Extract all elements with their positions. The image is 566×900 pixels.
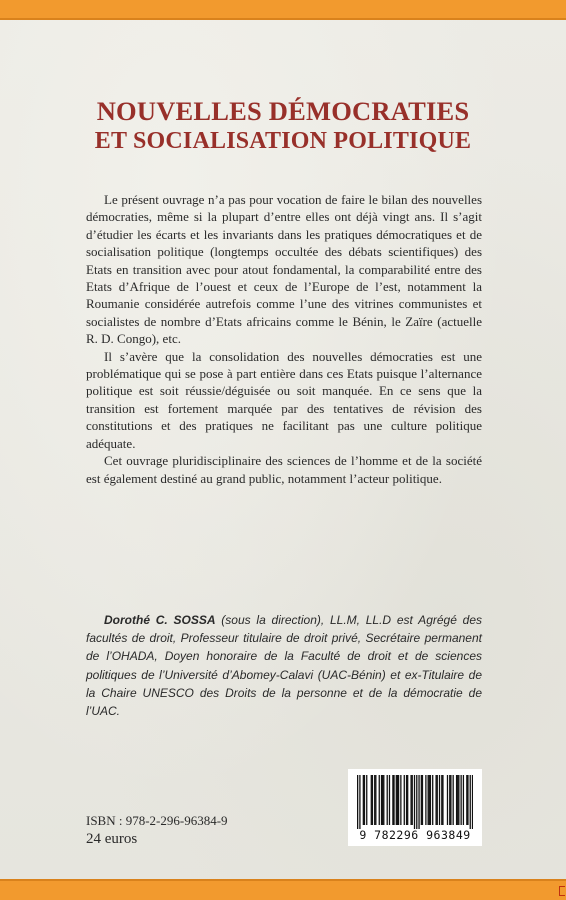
barcode-bar [363, 775, 364, 825]
barcode-bar [442, 775, 443, 825]
author-bio [86, 611, 482, 720]
barcode-bar [430, 775, 431, 825]
bottom-orange-band [0, 879, 566, 900]
author-name: Dorothé C. SOSSA [104, 613, 216, 627]
barcode-bar [407, 775, 408, 825]
barcode-bar [371, 775, 372, 825]
barcode-bar [374, 775, 375, 825]
barcode-bar [472, 775, 473, 829]
barcode-bar [375, 775, 376, 825]
barcode-bar [447, 775, 448, 825]
barcode-bar [396, 775, 397, 825]
barcode-bar [393, 775, 394, 825]
barcode-bar [449, 775, 450, 825]
barcode-bar [357, 775, 358, 829]
barcode-bar [379, 775, 380, 825]
corner-crop-mark [559, 886, 565, 896]
barcode-bar [397, 775, 398, 825]
barcode-bar [466, 775, 467, 825]
barcode-bar [439, 775, 440, 825]
barcode-bar [418, 775, 419, 829]
barcode-bar [437, 775, 438, 825]
barcode-bar [432, 775, 433, 825]
barcode-bar [372, 775, 373, 825]
barcode-bar [470, 775, 471, 829]
barcode-bar [460, 775, 461, 825]
barcode-bar [416, 775, 417, 829]
barcode-bar [428, 775, 429, 825]
isbn-text: ISBN : 978-2-296-96384-9 [86, 813, 228, 828]
barcode-bar [414, 775, 415, 829]
barcode-bar [456, 775, 457, 825]
barcode-bar [467, 775, 468, 825]
barcode-digits: 9 782296 963849 [359, 828, 471, 842]
barcode-bar [392, 775, 393, 825]
barcode-bar [425, 775, 426, 825]
barcode-bar [421, 775, 422, 825]
barcode-bar [366, 775, 367, 825]
barcode-bar [381, 775, 382, 825]
barcode-bar [453, 775, 454, 825]
barcode-bar [389, 775, 390, 825]
barcode-bar [422, 775, 423, 825]
barcode-bar [450, 775, 451, 825]
barcode-bar [364, 775, 365, 825]
barcode-bar [398, 775, 399, 825]
summary-paragraph-3: Cet ouvrage pluridisciplinaire des sciences de l’homme et de la société est également destiné au grand public, notamment l’acteur politique. [86, 453, 482, 486]
summary-paragraph-1: Le présent ouvrage n’a pas pour vocation de faire le bilan des nouvelles démocraties, même si la plupart d’entre elles ont déjà vingt ans. Il s’agit d’étudier les écarts et les invariants dans les pratiques démocratiques et de socialisation politique (longtemps occultée des débats scientifiques) des Etats en transition avec pour atout fondamental, la comparabilité entre des Etats d’Afrique de l’ouest et ceux de l’Europe de l’est, notamment la Roumanie considérée autrefois comme l’une des vitrines communistes et socialistes de nombre d’Etats africains comme le Bénin, le Zaïre (actuelle R. D. Congo), etc. [86, 192, 482, 347]
barcode-bars [357, 775, 473, 829]
barcode-bar [457, 775, 458, 825]
barcode-bar [404, 775, 405, 825]
barcode [348, 769, 482, 846]
summary-text [86, 191, 482, 487]
barcode-bar [410, 775, 411, 825]
title-line-1: NOUVELLES DÉMOCRATIES [96, 96, 470, 126]
barcode-bar [382, 775, 383, 825]
barcode-bar [387, 775, 388, 825]
author-bio-text: (sous la direction), LL.M, LL.D est Agrégé des facultés de droit, Professeur titulaire de droit privé, Secrétaire permanent de l’OHADA, Doyen honoraire de la Faculté de droit et de sciences politiques de l’Université d’Abomey-Calavi (UAC-Bénin) et ex-Titulaire de la Chaire UNESCO des Droits de la personne et de la démocratie de l’UAC. [86, 613, 482, 719]
barcode-bar [406, 775, 407, 825]
title-line-2: ET SOCIALISATION POLITIQUE [94, 128, 472, 154]
barcode-bar [441, 775, 442, 825]
barcode-bar [412, 775, 413, 825]
barcode-bar [383, 775, 384, 825]
top-orange-band [0, 0, 566, 20]
barcode-bar [458, 775, 459, 825]
barcode-bar [463, 775, 464, 825]
barcode-bar [429, 775, 430, 825]
price-text: 24 euros [86, 831, 138, 847]
barcode-bar [359, 775, 360, 829]
barcode-bar [435, 775, 436, 825]
barcode-bar [400, 775, 401, 825]
summary-paragraph-2: Il s’avère que la consolidation des nouvelles démocraties est une problématique qui se pose à part entière dans ces Etats puisque l’alternance politique est soit réussie/déguisée ou soit manquée. En ce sens que la transition est fortement marquée par des tentatives de révision des constitutions et des pratiques ne facilitant pas une culture politique adéquate. [86, 348, 482, 451]
